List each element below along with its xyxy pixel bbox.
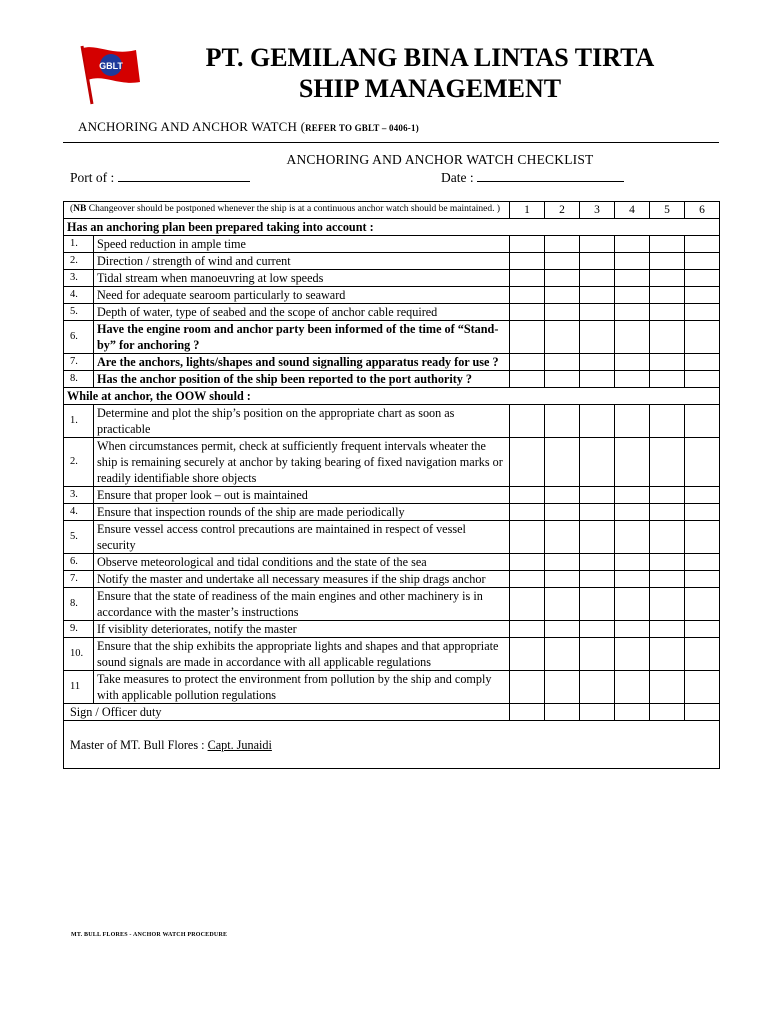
check-box-oow-3-col-3[interactable] [580,487,615,504]
logo-text: GBLT [99,61,123,71]
master-name: Capt. Junaidi [207,737,272,752]
table-row [64,487,720,504]
check-box-plan-2-col-4[interactable] [615,253,650,270]
check-box-oow-11-col-5[interactable] [650,671,685,704]
check-box-plan-7-col-5[interactable] [650,354,685,371]
check-box-plan-3-col-6[interactable] [685,270,720,287]
item-text: When circumstances permit, check at sufficiently frequent intervals wheater the ship is remaining securely at anchor by taking bearing of fixed navigation marks or readily identifiable shore objects [94,438,510,487]
header-divider [63,142,719,143]
document-title-text: ANCHORING AND ANCHOR WATCH ( [78,119,306,134]
check-box-plan-6-col-4[interactable] [615,321,650,354]
check-box-oow-6-col-6[interactable] [685,554,720,571]
check-box-plan-3-col-4[interactable] [615,270,650,287]
table-row [64,638,720,671]
item-text: Tidal stream when manoeuvring at low speeds [94,270,510,287]
item-text: Take measures to protect the environment from pollution by the ship and comply with applicable pollution regulations [94,671,510,704]
check-box-plan-2-col-6[interactable] [685,253,720,270]
check-box-plan-5-col-1[interactable] [510,304,545,321]
check-box-plan-7-col-6[interactable] [685,354,720,371]
table-row [64,521,720,554]
check-box-oow-6-col-1[interactable] [510,554,545,571]
check-box-oow-10-col-4[interactable] [615,638,650,671]
check-box-oow-4-col-2[interactable] [545,504,580,521]
item-number: 9. [64,621,94,638]
item-number: 8. [64,371,94,388]
item-text: Speed reduction in ample time [94,236,510,253]
item-number: 1. [64,236,94,253]
column-header-1: 1 [510,202,545,219]
section-while-at-anchor [64,388,720,405]
item-text: Are the anchors, lights/shapes and sound signalling apparatus ready for use ? [94,354,510,371]
port-label: Port of : [70,170,115,185]
check-box-plan-3-col-3[interactable] [580,270,615,287]
check-box-plan-4-col-1[interactable] [510,287,545,304]
check-box-plan-1-col-2[interactable] [545,236,580,253]
check-box-oow-8-col-4[interactable] [615,588,650,621]
check-box-oow-11-col-4[interactable] [615,671,650,704]
check-box-oow-1-col-1[interactable] [510,405,545,438]
check-box-oow-3-col-6[interactable] [685,487,720,504]
table-row [64,438,720,487]
check-box-oow-6-col-3[interactable] [580,554,615,571]
check-box-plan-5-col-4[interactable] [615,304,650,321]
check-box-oow-7-col-5[interactable] [650,571,685,588]
table-row [64,253,720,270]
document-title [78,119,419,135]
check-box-oow-8-col-1[interactable] [510,588,545,621]
table-row [64,405,720,438]
check-box-sign-col-5[interactable] [650,704,685,721]
check-box-oow-7-col-6[interactable] [685,571,720,588]
check-box-plan-4-col-3[interactable] [580,287,615,304]
check-box-oow-5-col-5[interactable] [650,521,685,554]
check-box-plan-4-col-6[interactable] [685,287,720,304]
changeover-note: (NB Changeover should be postponed whenever the ship is at a continuous anchor watch should be maintained. ) [64,202,510,219]
check-box-plan-1-col-3[interactable] [580,236,615,253]
table-row [64,354,720,371]
item-number: 3. [64,270,94,287]
table-row [64,270,720,287]
check-box-plan-6-col-6[interactable] [685,321,720,354]
footer-text: MT. BULL FLORES - ANCHOR WATCH PROCEDURE [71,932,228,938]
check-box-plan-4-col-2[interactable] [545,287,580,304]
check-box-oow-4-col-3[interactable] [580,504,615,521]
item-number: 5. [64,521,94,554]
check-box-plan-1-col-5[interactable] [650,236,685,253]
check-box-plan-6-col-3[interactable] [580,321,615,354]
check-box-oow-1-col-5[interactable] [650,405,685,438]
check-box-oow-9-col-4[interactable] [615,621,650,638]
item-text: Depth of water, type of seabed and the scope of anchor cable required [94,304,510,321]
port-field [70,169,250,186]
check-box-oow-4-col-6[interactable] [685,504,720,521]
table-row [64,571,720,588]
check-box-sign-col-3[interactable] [580,704,615,721]
check-box-sign-col-4[interactable] [615,704,650,721]
check-box-oow-5-col-6[interactable] [685,521,720,554]
item-text: Has the anchor position of the ship been reported to the port authority ? [94,371,510,388]
check-box-oow-5-col-4[interactable] [615,521,650,554]
item-number: 11 [64,671,94,704]
column-header-6: 6 [685,202,720,219]
item-text: Direction / strength of wind and current [94,253,510,270]
item-text: Ensure that inspection rounds of the ship are made periodically [94,504,510,521]
check-box-oow-2-col-6[interactable] [685,438,720,487]
check-box-plan-4-col-4[interactable] [615,287,650,304]
item-text: Ensure that the ship exhibits the appropriate lights and shapes and that appropriate sound signals are made in accordance with all applicable regulations [94,638,510,671]
check-box-oow-6-col-5[interactable] [650,554,685,571]
company-line-1: PT. GEMILANG BINA LINTAS TIRTA [205,43,655,72]
item-text: Need for adequate searoom particularly to seaward [94,287,510,304]
table-header-row [64,202,720,219]
sign-label: Sign / Officer duty [64,704,510,721]
check-box-plan-2-col-1[interactable] [510,253,545,270]
table-row [64,287,720,304]
item-text: Ensure that proper look – out is maintained [94,487,510,504]
check-box-plan-5-col-3[interactable] [580,304,615,321]
item-number: 3. [64,487,94,504]
company-logo-flag-icon [78,42,142,106]
check-box-oow-10-col-6[interactable] [685,638,720,671]
item-number: 2. [64,438,94,487]
check-box-oow-7-col-1[interactable] [510,571,545,588]
check-box-plan-6-col-2[interactable] [545,321,580,354]
company-name [160,42,700,104]
item-number: 6. [64,321,94,354]
item-number: 10. [64,638,94,671]
sign-row [64,704,720,721]
item-number: 8. [64,588,94,621]
check-box-oow-7-col-2[interactable] [545,571,580,588]
note-text: Changeover should be postponed whenever the ship is at a continuous anchor watch should be maintained. ) [86,204,501,214]
check-box-plan-7-col-2[interactable] [545,354,580,371]
check-box-plan-5-col-6[interactable] [685,304,720,321]
table-row [64,621,720,638]
section-anchoring-plan [64,219,720,236]
column-header-2: 2 [545,202,580,219]
check-box-plan-4-col-5[interactable] [650,287,685,304]
check-box-plan-3-col-5[interactable] [650,270,685,287]
item-text: Determine and plot the ship’s position on the appropriate chart as soon as practicable [94,405,510,438]
table-row [64,236,720,253]
check-box-oow-11-col-3[interactable] [580,671,615,704]
check-box-plan-1-col-1[interactable] [510,236,545,253]
table-row [64,554,720,571]
check-box-plan-2-col-2[interactable] [545,253,580,270]
master-signature [64,721,720,769]
check-box-oow-7-col-4[interactable] [615,571,650,588]
check-box-oow-4-col-1[interactable] [510,504,545,521]
table-row [64,504,720,521]
section-heading: Has an anchoring plan been prepared taking into account : [64,219,720,236]
check-box-oow-8-col-2[interactable] [545,588,580,621]
port-blank[interactable] [118,169,250,182]
item-number: 6. [64,554,94,571]
table-row [64,671,720,704]
check-box-oow-9-col-3[interactable] [580,621,615,638]
check-box-oow-6-col-2[interactable] [545,554,580,571]
table-row [64,588,720,621]
check-box-oow-8-col-5[interactable] [650,588,685,621]
master-row [64,721,720,769]
check-box-oow-5-col-2[interactable] [545,521,580,554]
check-box-plan-1-col-6[interactable] [685,236,720,253]
check-box-oow-9-col-5[interactable] [650,621,685,638]
check-box-oow-9-col-1[interactable] [510,621,545,638]
check-box-plan-8-col-1[interactable] [510,371,545,388]
checklist-table [63,201,720,769]
check-box-sign-col-1[interactable] [510,704,545,721]
date-label: Date : [441,170,474,185]
check-box-oow-8-col-3[interactable] [580,588,615,621]
check-box-oow-10-col-3[interactable] [580,638,615,671]
check-box-plan-2-col-5[interactable] [650,253,685,270]
item-number: 1. [64,405,94,438]
check-box-oow-2-col-5[interactable] [650,438,685,487]
check-box-oow-7-col-3[interactable] [580,571,615,588]
checklist-title: ANCHORING AND ANCHOR WATCH CHECKLIST [286,152,594,167]
check-box-oow-1-col-2[interactable] [545,405,580,438]
check-box-oow-4-col-5[interactable] [650,504,685,521]
item-text: Have the engine room and anchor party been informed of the time of “Stand-by” for anchoring ? [94,321,510,354]
check-box-oow-4-col-4[interactable] [615,504,650,521]
check-box-oow-2-col-2[interactable] [545,438,580,487]
check-box-plan-7-col-3[interactable] [580,354,615,371]
check-box-plan-5-col-5[interactable] [650,304,685,321]
check-box-oow-10-col-5[interactable] [650,638,685,671]
date-field [441,169,624,186]
item-text: If visiblity deteriorates, notify the master [94,621,510,638]
check-box-oow-3-col-1[interactable] [510,487,545,504]
date-blank[interactable] [477,169,624,182]
check-box-plan-8-col-3[interactable] [580,371,615,388]
check-box-plan-8-col-4[interactable] [615,371,650,388]
check-box-plan-8-col-2[interactable] [545,371,580,388]
check-box-plan-5-col-2[interactable] [545,304,580,321]
check-box-sign-col-2[interactable] [545,704,580,721]
note-nb: NB [73,204,87,214]
check-box-oow-2-col-1[interactable] [510,438,545,487]
check-box-plan-8-col-5[interactable] [650,371,685,388]
check-box-oow-3-col-4[interactable] [615,487,650,504]
check-box-plan-3-col-1[interactable] [510,270,545,287]
check-box-oow-2-col-3[interactable] [580,438,615,487]
item-number: 7. [64,571,94,588]
check-box-plan-6-col-1[interactable] [510,321,545,354]
check-box-oow-1-col-3[interactable] [580,405,615,438]
check-box-oow-10-col-2[interactable] [545,638,580,671]
document-reference: REFER TO GBLT – 0406-1) [305,123,419,133]
check-box-oow-2-col-4[interactable] [615,438,650,487]
check-box-plan-2-col-3[interactable] [580,253,615,270]
column-header-4: 4 [615,202,650,219]
section-heading: While at anchor, the OOW should : [64,388,720,405]
item-number: 7. [64,354,94,371]
check-box-oow-5-col-1[interactable] [510,521,545,554]
check-box-oow-9-col-2[interactable] [545,621,580,638]
check-box-oow-11-col-2[interactable] [545,671,580,704]
column-header-5: 5 [650,202,685,219]
check-box-oow-1-col-4[interactable] [615,405,650,438]
item-number: 4. [64,504,94,521]
company-line-2: SHIP MANAGEMENT [298,74,562,103]
check-box-oow-3-col-5[interactable] [650,487,685,504]
item-number: 4. [64,287,94,304]
check-box-oow-9-col-6[interactable] [685,621,720,638]
item-text: Ensure vessel access control precautions are maintained in respect of vessel security [94,521,510,554]
check-box-sign-col-6[interactable] [685,704,720,721]
check-box-oow-11-col-1[interactable] [510,671,545,704]
item-number: 2. [64,253,94,270]
check-box-oow-1-col-6[interactable] [685,405,720,438]
check-box-oow-11-col-6[interactable] [685,671,720,704]
column-header-3: 3 [580,202,615,219]
check-box-plan-8-col-6[interactable] [685,371,720,388]
check-box-plan-1-col-4[interactable] [615,236,650,253]
check-box-plan-6-col-5[interactable] [650,321,685,354]
item-number: 5. [64,304,94,321]
check-box-plan-7-col-4[interactable] [615,354,650,371]
table-row [64,371,720,388]
item-text: Ensure that the state of readiness of the main engines and other machinery is in accordance with the master’s instructions [94,588,510,621]
check-box-oow-8-col-6[interactable] [685,588,720,621]
item-text: Notify the master and undertake all necessary measures if the ship drags anchor [94,571,510,588]
check-box-plan-3-col-2[interactable] [545,270,580,287]
check-box-plan-7-col-1[interactable] [510,354,545,371]
check-box-oow-6-col-4[interactable] [615,554,650,571]
check-box-oow-3-col-2[interactable] [545,487,580,504]
item-text: Observe meteorological and tidal conditions and the state of the sea [94,554,510,571]
table-row [64,304,720,321]
check-box-oow-5-col-3[interactable] [580,521,615,554]
master-label: Master of MT. Bull Flores : [70,737,208,752]
check-box-oow-10-col-1[interactable] [510,638,545,671]
table-row [64,321,720,354]
